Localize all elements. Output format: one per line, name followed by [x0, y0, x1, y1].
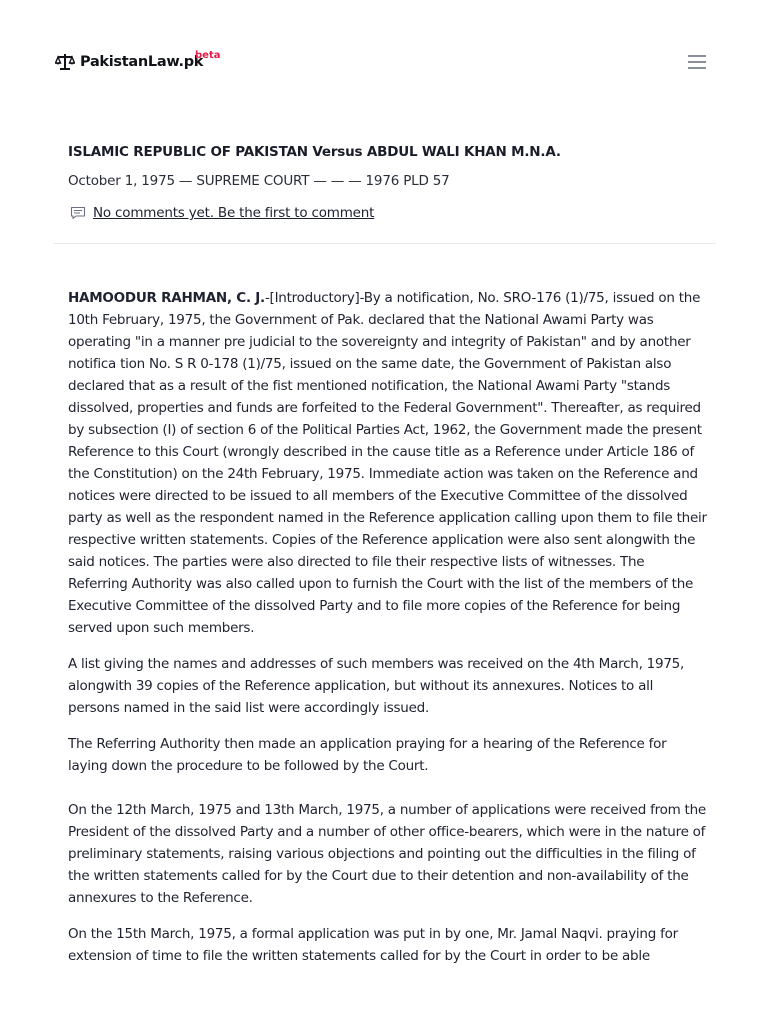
paragraph: On the 15th March, 1975, a formal application was put in by one, Mr. Jamal Naqvi. praying for extension of time to file the written statements called for by the Court in order to be able [68, 926, 678, 964]
paragraph [68, 287, 708, 639]
divider [54, 243, 716, 244]
site-header [0, 0, 768, 130]
case-title: ISLAMIC REPUBLIC OF PAKISTAN Versus ABDUL WALI KHAN M.N.A. [68, 144, 561, 160]
beta-badge: beta [195, 50, 221, 61]
judge-name: HAMOODUR RAHMAN, C. J. [68, 290, 265, 306]
hamburger-menu-icon[interactable] [687, 55, 707, 73]
scales-icon [55, 52, 75, 72]
judgment-body [68, 287, 708, 981]
site-name: PakistanLaw.pk [80, 54, 204, 70]
paragraph: On the 12th March, 1975 and 13th March, 1975, a number of applications were received from the President of the dissolved Party and a number of other office-bearers, which were in the nature of preliminary statements, raising various objections and pointing out the difficulties in the filing of the written statements called for by the Court due to their detention and non-availability of the annexures to the Reference. [68, 802, 706, 906]
comments-link[interactable]: No comments yet. Be the first to comment [93, 205, 375, 221]
comment-icon [70, 205, 86, 221]
paragraph: The Referring Authority then made an application praying for a hearing of the Reference for laying down the procedure to be followed by the Court. [68, 736, 667, 774]
comments-row [70, 205, 374, 221]
paragraph-text: -[Introductory]-By a notification, No. SRO-176 (1)/75, issued on the 10th February, 1975, the Government of Pak. declared that the National Awami Party was operating "in a manner pre judicial to the sovereignty and integrity of Pakistan" and by another notifica tion No. S R 0-178 (1)/75, issued on the same date, the Government of Pakistan also declared that as a result of the fist mentioned notification, the National Awami Party "stands dissolved, properties and funds are forfeited to the Federal Government". Thereafter, as required by subsection (I) of section 6 of the Political Parties Act, 1962, the Government made the present Reference to this Court (wrongly described in the cause title as a Reference under Article 186 of the Constitution) on the 24th February, 1975. Immediate action was taken on the Reference and notices were directed to be issued to all members of the Executive Committee of the dissolved party as well as the respondent named in the Reference application calling upon them to file their respective written statements. Copies of the Reference application were also sent alongwith the said notices. The parties were also directed to file their respective lists of witnesses. The Referring Authority was also called upon to furnish the Court with the list of the members of the Executive Committee of the dissolved Party and to file more copies of the Reference for being served upon such members. [68, 290, 707, 636]
case-meta: October 1, 1975 — SUPREME COURT — — — 1976 PLD 57 [68, 173, 450, 189]
paragraph: A list giving the names and addresses of such members was received on the 4th March, 1975, alongwith 39 copies of the Reference application, but without its annexures. Notices to all persons named in the said list were accordingly issued. [68, 656, 685, 716]
site-logo-link[interactable] [55, 50, 221, 72]
case-header [68, 144, 708, 189]
